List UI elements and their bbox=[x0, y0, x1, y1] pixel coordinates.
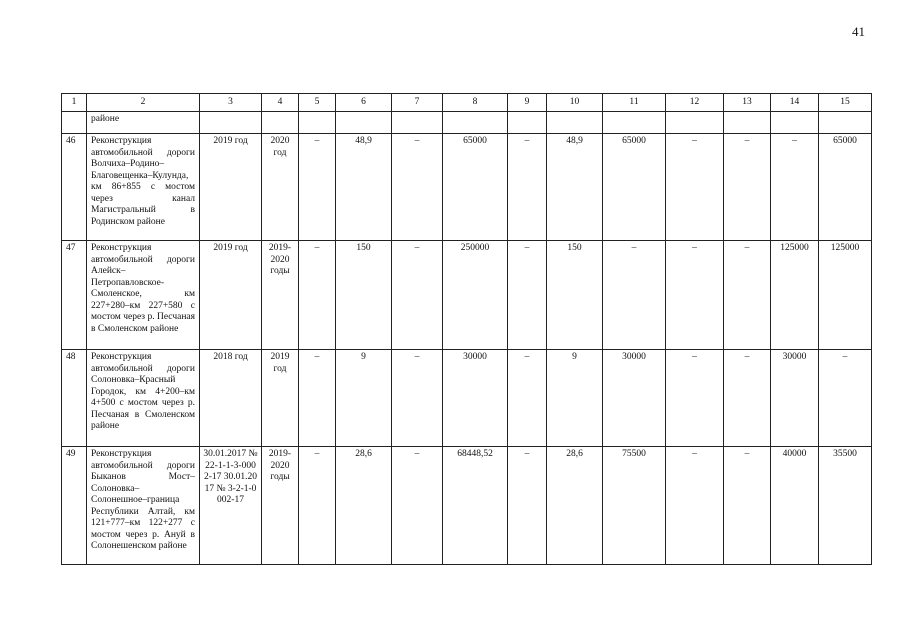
table-cell bbox=[392, 112, 443, 134]
table-cell bbox=[200, 112, 262, 134]
row-number: 48 bbox=[62, 350, 87, 447]
header-cell: 10 bbox=[547, 94, 603, 112]
table-cell: – bbox=[666, 447, 724, 565]
table-cell: – bbox=[771, 134, 819, 241]
table-cell: 48,9 bbox=[547, 134, 603, 241]
header-row bbox=[62, 94, 872, 112]
table-cell bbox=[443, 112, 508, 134]
table-cell: – bbox=[724, 241, 771, 350]
row-number: 46 bbox=[62, 134, 87, 241]
table-cell bbox=[603, 112, 666, 134]
table-cell: – bbox=[392, 134, 443, 241]
table-row bbox=[62, 134, 872, 241]
table-cell: 125000 bbox=[771, 241, 819, 350]
table-cell: – bbox=[508, 350, 547, 447]
row-number: 47 bbox=[62, 241, 87, 350]
table-cell: 2018 год bbox=[200, 350, 262, 447]
header-cell: 7 bbox=[392, 94, 443, 112]
table-row bbox=[62, 241, 872, 350]
table-cell bbox=[336, 112, 392, 134]
table-cell: – bbox=[819, 350, 872, 447]
header-cell: 8 bbox=[443, 94, 508, 112]
header-cell: 1 bbox=[62, 94, 87, 112]
continuation-row bbox=[62, 112, 872, 134]
header-cell: 5 bbox=[299, 94, 336, 112]
description-cell: Реконструкция автомобильной дороги Алейск–Петропавловское-Смоленское, км 227+280–км 227+580 с мостом через р. Песчаная в Смоленском районе bbox=[87, 241, 200, 350]
table-cell: 2019 год bbox=[200, 241, 262, 350]
table-cell: – bbox=[392, 350, 443, 447]
table-cell: – bbox=[724, 134, 771, 241]
table-cell: 150 bbox=[547, 241, 603, 350]
header-cell: 6 bbox=[336, 94, 392, 112]
table-cell: – bbox=[299, 134, 336, 241]
table-row bbox=[62, 350, 872, 447]
table-row bbox=[62, 447, 872, 565]
table-cell: 9 bbox=[547, 350, 603, 447]
table-cell bbox=[819, 112, 872, 134]
table-cell: 75500 bbox=[603, 447, 666, 565]
table-cell: – bbox=[508, 241, 547, 350]
table-cell bbox=[508, 112, 547, 134]
table-cell: – bbox=[603, 241, 666, 350]
table-cell: – bbox=[392, 447, 443, 565]
table-cell: 2019 год bbox=[262, 350, 299, 447]
table-cell: 65000 bbox=[819, 134, 872, 241]
header-cell: 13 bbox=[724, 94, 771, 112]
header-cell: 15 bbox=[819, 94, 872, 112]
table-cell bbox=[262, 112, 299, 134]
table-cell: – bbox=[724, 350, 771, 447]
header-cell: 12 bbox=[666, 94, 724, 112]
table-cell: – bbox=[392, 241, 443, 350]
table-cell: 35500 bbox=[819, 447, 872, 565]
table-cell: 30000 bbox=[603, 350, 666, 447]
description-cell: Реконструкция автомобильной дороги Солоновка–Красный Городок, км 4+200–км 4+500 с мостом через р. Песчаная в Смоленском районе bbox=[87, 350, 200, 447]
table-cell: – bbox=[666, 134, 724, 241]
table-cell: – bbox=[299, 447, 336, 565]
page-number: 41 bbox=[852, 24, 865, 39]
table-cell: 30000 bbox=[443, 350, 508, 447]
data-table bbox=[61, 93, 872, 565]
description-cell: Реконструкция автомобильной дороги Быканов Мост–Солоновка–Солонешное–граница Республики Алтай, км 121+777–км 122+277 с мостом через р. Ануй в Солонешенском районе bbox=[87, 447, 200, 565]
table-cell: 40000 bbox=[771, 447, 819, 565]
description-cell: Реконструкция автомобильной дороги Волчиха–Родино–Благовещенка–Кулунда, км 86+855 с мостом через канал Магистральный в Родинском районе bbox=[87, 134, 200, 241]
table-cell: 2019-2020 годы bbox=[262, 241, 299, 350]
table-cell: 2019-2020 годы bbox=[262, 447, 299, 565]
header-cell: 11 bbox=[603, 94, 666, 112]
row-number: 49 bbox=[62, 447, 87, 565]
header-cell: 9 bbox=[508, 94, 547, 112]
header-cell: 2 bbox=[87, 94, 200, 112]
table-cell: 28,6 bbox=[336, 447, 392, 565]
header-cell: 4 bbox=[262, 94, 299, 112]
table-cell: 9 bbox=[336, 350, 392, 447]
table-cell: 65000 bbox=[603, 134, 666, 241]
table-cell: 28,6 bbox=[547, 447, 603, 565]
header-cell: 14 bbox=[771, 94, 819, 112]
description-cell: районе bbox=[87, 112, 200, 134]
table-cell: 250000 bbox=[443, 241, 508, 350]
table-cell: – bbox=[666, 350, 724, 447]
table-cell: 125000 bbox=[819, 241, 872, 350]
table-cell: – bbox=[508, 447, 547, 565]
header-cell: 3 bbox=[200, 94, 262, 112]
table-cell: – bbox=[508, 134, 547, 241]
table-cell: 2019 год bbox=[200, 134, 262, 241]
table-cell: – bbox=[666, 241, 724, 350]
table-cell: 48,9 bbox=[336, 134, 392, 241]
table-cell bbox=[724, 112, 771, 134]
table-cell: – bbox=[724, 447, 771, 565]
table-cell bbox=[547, 112, 603, 134]
table-cell bbox=[771, 112, 819, 134]
table-cell bbox=[666, 112, 724, 134]
table-cell: 2020 год bbox=[262, 134, 299, 241]
table-cell: 30.01.2017 № 22-1-1-3-0002-17 30.01.2017 № 3-2-1-0002-17 bbox=[200, 447, 262, 565]
table-cell: – bbox=[299, 350, 336, 447]
table-cell: 30000 bbox=[771, 350, 819, 447]
table-cell: 68448,52 bbox=[443, 447, 508, 565]
table-cell: 65000 bbox=[443, 134, 508, 241]
table-cell bbox=[62, 112, 87, 134]
table-cell: 150 bbox=[336, 241, 392, 350]
table-cell: – bbox=[299, 241, 336, 350]
table-cell bbox=[299, 112, 336, 134]
